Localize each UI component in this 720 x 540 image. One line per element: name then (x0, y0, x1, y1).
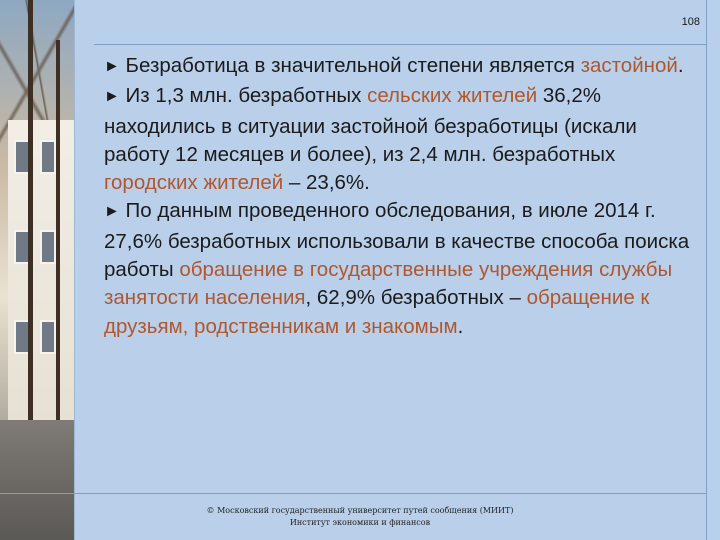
bullet-3: ► По данным проведенного обследования, в июле 2014 г. 27,6% безработных использовали в качестве способа поиска работы обращение в государственные учреждения службы занятости населения, 62,9% безработных – обращение к друзьям, родственникам и знакомым. (104, 199, 690, 338)
bullet-arrow-icon: ► (104, 58, 120, 75)
bullet-arrow-icon: ► (104, 203, 120, 221)
building-photo (0, 0, 74, 540)
slide-body (104, 52, 704, 341)
bullet-1: ► Безработица в значительной степени является застойной. (104, 54, 684, 77)
right-divider (706, 0, 707, 540)
top-divider (94, 44, 706, 45)
bullet-2: ► Из 1,3 млн. безработных сельских жителей 36,2% находились в ситуации застойной безработицы (искали работу 12 месяцев и более), из 2,4 млн. безработных городских жителей – 23,6%. (104, 84, 637, 195)
highlight-rural: сельских жителей (367, 84, 538, 108)
highlight-urban: городских жителей (104, 171, 284, 195)
bottom-divider (0, 493, 706, 494)
footer-copyright: © Московский государственный университет путей сообщения (МИИТ) (206, 506, 514, 515)
highlight-state-agencies: обращение в государственные учреждения службы занятости населения (104, 258, 673, 310)
page-number: 108 (681, 16, 700, 28)
footer (160, 505, 560, 529)
highlight-stagnant: застойной (580, 54, 678, 77)
footer-institute: Институт экономики и финансов (289, 518, 431, 527)
bullet-arrow-icon: ► (104, 88, 120, 106)
highlight-friends: обращение к друзьям, родственникам и знакомым (104, 286, 650, 338)
